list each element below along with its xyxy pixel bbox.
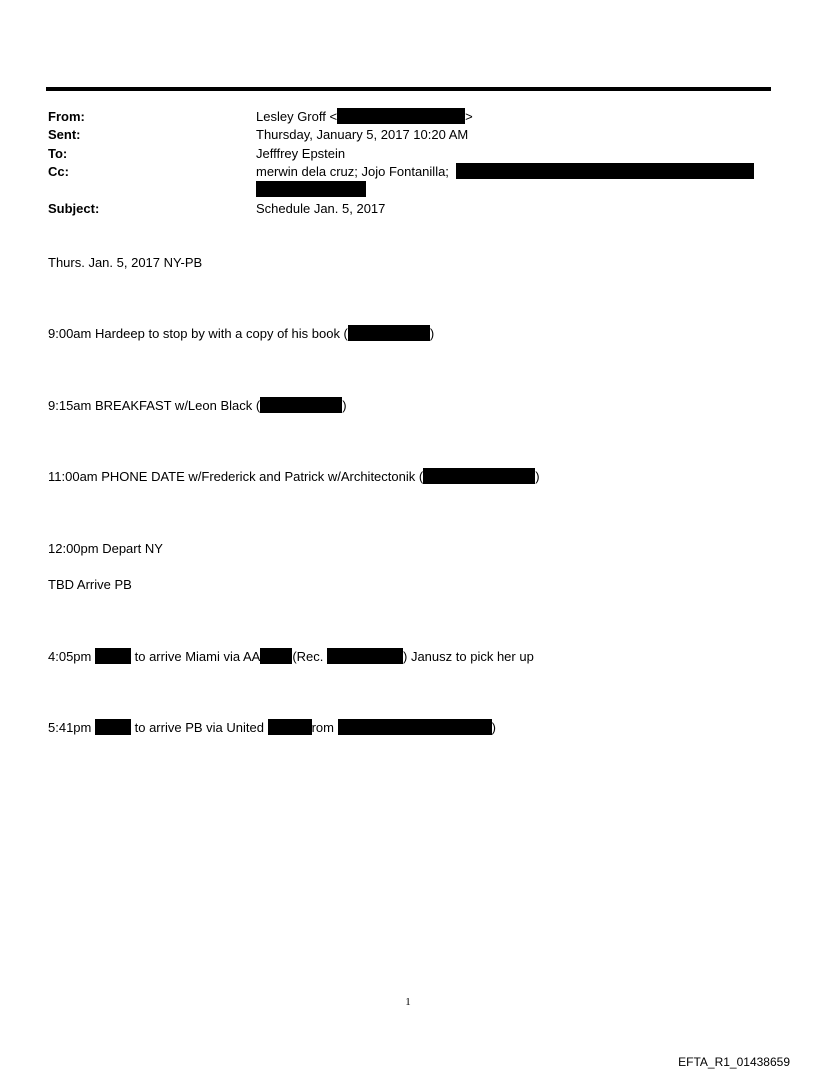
redaction-box xyxy=(338,719,492,735)
schedule-item-text: 9:00am Hardeep to stop by with a copy of his book ( xyxy=(48,326,348,341)
bates-number: EFTA_R1_01438659 xyxy=(678,1055,790,1069)
schedule-item xyxy=(48,325,434,342)
redaction-box xyxy=(260,397,342,413)
to-value: Jefffrey Epstein xyxy=(256,146,346,161)
to-label: To: xyxy=(48,146,68,161)
schedule-intro: Thurs. Jan. 5, 2017 NY-PB xyxy=(48,255,203,270)
redaction-box xyxy=(256,181,366,197)
from-value-suffix: > xyxy=(465,109,473,124)
header-divider xyxy=(46,87,771,91)
schedule-item-text: 11:00am PHONE DATE w/Frederick and Patrick w/Architectonik ( xyxy=(48,469,424,484)
redaction-box xyxy=(423,468,535,484)
schedule-item: TBD Arrive PB xyxy=(48,577,132,592)
from-value xyxy=(256,108,473,125)
redaction-box xyxy=(327,648,403,664)
redaction-box xyxy=(268,719,312,735)
schedule-item-text: 9:15am BREAKFAST w/Leon Black ( xyxy=(48,398,261,413)
redaction-box xyxy=(456,163,754,179)
page-number: 1 xyxy=(405,996,411,1008)
sent-label: Sent: xyxy=(48,127,81,142)
schedule-item-text: rom xyxy=(311,720,334,735)
schedule-item-close: ) xyxy=(535,469,540,484)
schedule-item-time: 4:05pm xyxy=(48,649,92,664)
sent-value: Thursday, January 5, 2017 10:20 AM xyxy=(256,127,469,142)
from-label: From: xyxy=(48,109,85,124)
cc-value: merwin dela cruz; Jojo Fontanilla; xyxy=(256,164,449,179)
schedule-item-text: to arrive PB via United xyxy=(134,720,264,735)
schedule-item: 12:00pm Depart NY xyxy=(48,541,163,556)
redaction-box xyxy=(348,325,430,341)
redaction-box xyxy=(337,108,465,124)
schedule-item-text: ) Janusz to pick her up xyxy=(403,649,534,664)
subject-label: Subject: xyxy=(48,201,100,216)
schedule-item xyxy=(48,648,534,665)
schedule-item-close: ) xyxy=(429,326,435,341)
from-value-prefix: Lesley Groff < xyxy=(256,109,338,124)
schedule-item xyxy=(48,468,540,485)
redaction-box xyxy=(95,648,131,664)
schedule-item xyxy=(48,719,496,736)
schedule-item-time: 5:41pm xyxy=(48,720,92,735)
schedule-item-close: ) xyxy=(491,720,496,735)
redaction-box xyxy=(95,719,131,735)
redaction-box xyxy=(260,648,292,664)
subject-value: Schedule Jan. 5, 2017 xyxy=(256,201,386,216)
schedule-item-close: ) xyxy=(342,398,347,413)
cc-label: Cc: xyxy=(48,164,69,179)
schedule-item-text: to arrive Miami via AA xyxy=(134,649,261,664)
schedule-item-text: (Rec. xyxy=(292,649,324,664)
schedule-item xyxy=(48,397,347,414)
